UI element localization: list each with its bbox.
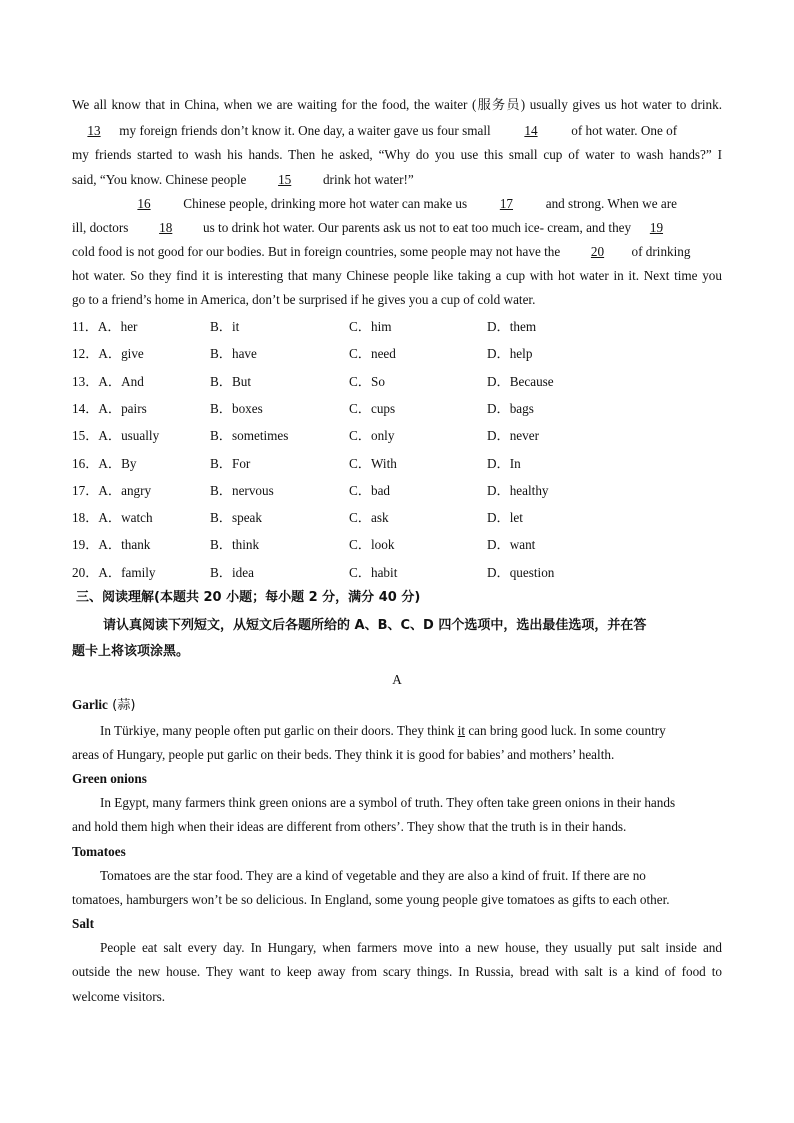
section-heading: 三、阅读理解(本题共 20 小题；每小题 2 分，满分 40 分): [76, 590, 421, 605]
option-d[interactable]: D．In: [487, 455, 521, 471]
cloze-line-5: [108, 195, 722, 213]
option-d[interactable]: D．them: [487, 319, 537, 334]
cloze-text: drink hot water!”: [319, 172, 414, 187]
option-c[interactable]: C．need: [349, 346, 396, 362]
tomatoes-para-2: tomatoes, hamburgers won’t be so delicious. In England, some young people give tomatoes as gifts to each other.: [72, 892, 670, 907]
blank-13[interactable]: 13: [87, 123, 101, 138]
cloze-text: ill, doctors: [72, 220, 132, 235]
cloze-text: hot water. So they find it is interesting that many Chinese people like taking a cup with hot water in it. Next time you: [72, 268, 722, 283]
salt-para-1: [100, 939, 722, 957]
option-a[interactable]: 14．A．pairs: [72, 400, 147, 416]
option-c[interactable]: C．only: [349, 428, 395, 444]
heading-green-onions: Green onions: [72, 771, 147, 786]
cloze-line-8: [72, 267, 722, 285]
option-c[interactable]: C．So: [349, 373, 385, 389]
option-a[interactable]: 18．A．watch: [72, 510, 153, 526]
cloze-text: of hot water. One of: [567, 123, 678, 138]
cloze-line-9: [72, 291, 722, 309]
salt-para-3: welcome visitors.: [72, 989, 166, 1004]
option-a[interactable]: 13．A．And: [72, 373, 144, 389]
passage-label: A: [392, 672, 402, 687]
onions-para-2: and hold them high when their ideas are different from others’. They show that the truth is in their hands.: [72, 819, 627, 834]
cloze-line-7: [72, 243, 722, 261]
cloze-text: go to a friend’s home in America, don’t be surprised if he gives you a cup of cold water.: [72, 292, 536, 307]
blank-16[interactable]: 16: [137, 196, 151, 211]
cloze-text: my friends started to wash his hands. Then he asked, “Why do you use this small cup of water to wash hands?” I: [72, 147, 722, 162]
option-b[interactable]: B．sometimes: [210, 428, 289, 444]
cloze-line-4: [72, 171, 722, 189]
cloze-text: said, “You know. Chinese people: [72, 172, 250, 187]
salt-para-2: [72, 963, 722, 981]
cloze-line-1: [72, 96, 722, 114]
blank-17[interactable]: 17: [499, 196, 514, 211]
para-text: can bring good luck. In some country: [465, 723, 666, 738]
option-c[interactable]: C．ask: [349, 510, 389, 526]
option-c[interactable]: C．With: [349, 455, 397, 471]
section-instruction: 请认真阅读下列短文，从短文后各题所给的 A、B、C、D 四个选项中，选出最佳选项，并在答: [103, 618, 647, 633]
option-a[interactable]: 19．A．thank: [72, 537, 151, 553]
cloze-line-3: [72, 146, 722, 164]
option-a[interactable]: 11．A．her: [72, 319, 138, 334]
cloze-text: of drinking: [631, 244, 691, 259]
tomatoes-para-1: Tomatoes are the star food. They are a kind of vegetable and they are also a kind of fruit. If there are no: [100, 868, 646, 883]
option-a[interactable]: 12．A．give: [72, 346, 144, 362]
option-d[interactable]: D．let: [487, 510, 523, 526]
option-a[interactable]: 20．A．family: [72, 564, 156, 580]
cloze-line-6: [72, 219, 722, 237]
blank-20[interactable]: 20: [590, 244, 605, 259]
cloze-text: us to drink hot water. Our parents ask us not to eat too much ice- cream, and they: [199, 220, 635, 235]
option-c[interactable]: C．habit: [349, 564, 398, 580]
heading-tomatoes: Tomatoes: [72, 844, 126, 859]
option-d[interactable]: D．never: [487, 428, 539, 444]
cloze-text: and strong. When we are: [542, 196, 677, 211]
blank-15[interactable]: 15: [278, 172, 292, 187]
option-b[interactable]: B．For: [210, 455, 251, 471]
blank-18[interactable]: 18: [159, 220, 173, 235]
onions-para-1: In Egypt, many farmers think green onions are a symbol of truth. They often take green onions in their hands: [100, 795, 676, 810]
option-c[interactable]: C．bad: [349, 482, 391, 498]
option-d[interactable]: D．help: [487, 346, 533, 362]
option-b[interactable]: B．have: [210, 346, 257, 362]
option-c[interactable]: C．cups: [349, 400, 396, 416]
option-d[interactable]: D．healthy: [487, 482, 549, 498]
option-c[interactable]: C．him: [349, 319, 392, 334]
option-c[interactable]: C．look: [349, 537, 395, 553]
option-b[interactable]: B．nervous: [210, 482, 274, 498]
underlined-word: it: [457, 723, 466, 738]
garlic-para-1: [100, 722, 702, 740]
para-text: outside the new house. They want to keep away from scary things. In Russia, bread with salt is a kind of food to: [72, 964, 722, 979]
cloze-text: Chinese people, drinking more hot water can make us: [180, 196, 471, 211]
garlic-para-2: areas of Hungary, people put garlic on their beds. They think it is good for babies’ and mothers’ health.: [72, 747, 615, 762]
option-d[interactable]: D．bags: [487, 400, 534, 416]
cloze-line-2: [72, 122, 722, 140]
option-b[interactable]: B．boxes: [210, 400, 263, 416]
option-d[interactable]: D．Because: [487, 373, 554, 389]
heading-salt: Salt: [72, 916, 94, 931]
option-a[interactable]: 16．A．By: [72, 455, 137, 471]
cloze-text: We all know that in China, when we are waiting for the food, the waiter (服务员) usually gives us hot water to drink.: [72, 97, 722, 112]
option-a[interactable]: 17．A．angry: [72, 482, 152, 498]
option-d[interactable]: D．want: [487, 537, 536, 553]
option-b[interactable]: B．speak: [210, 510, 263, 526]
option-b[interactable]: B．it: [210, 319, 240, 334]
option-b[interactable]: B．think: [210, 537, 260, 553]
section-instruction-cont: 题卡上将该项涂黑。: [72, 644, 190, 659]
option-b[interactable]: B．idea: [210, 564, 254, 580]
heading-text: Garlic: [72, 697, 108, 712]
blank-19[interactable]: 19: [649, 220, 664, 235]
cloze-text: my foreign friends don’t know it. One day, a waiter gave us four small: [116, 123, 494, 138]
heading-garlic: [72, 696, 722, 715]
heading-note: (蒜): [107, 698, 136, 713]
blank-14[interactable]: 14: [524, 123, 538, 138]
para-text: People eat salt every day. In Hungary, when farmers move into a new house, they usually put salt inside and: [100, 940, 722, 955]
option-b[interactable]: B．But: [210, 373, 252, 389]
option-a[interactable]: 15．A．usually: [72, 428, 160, 444]
option-d[interactable]: D．question: [487, 564, 555, 580]
cloze-text: cold food is not good for our bodies. But in foreign countries, some people may not have the: [72, 244, 564, 259]
para-text: In Türkiye, many people often put garlic on their doors. They think: [100, 723, 458, 738]
